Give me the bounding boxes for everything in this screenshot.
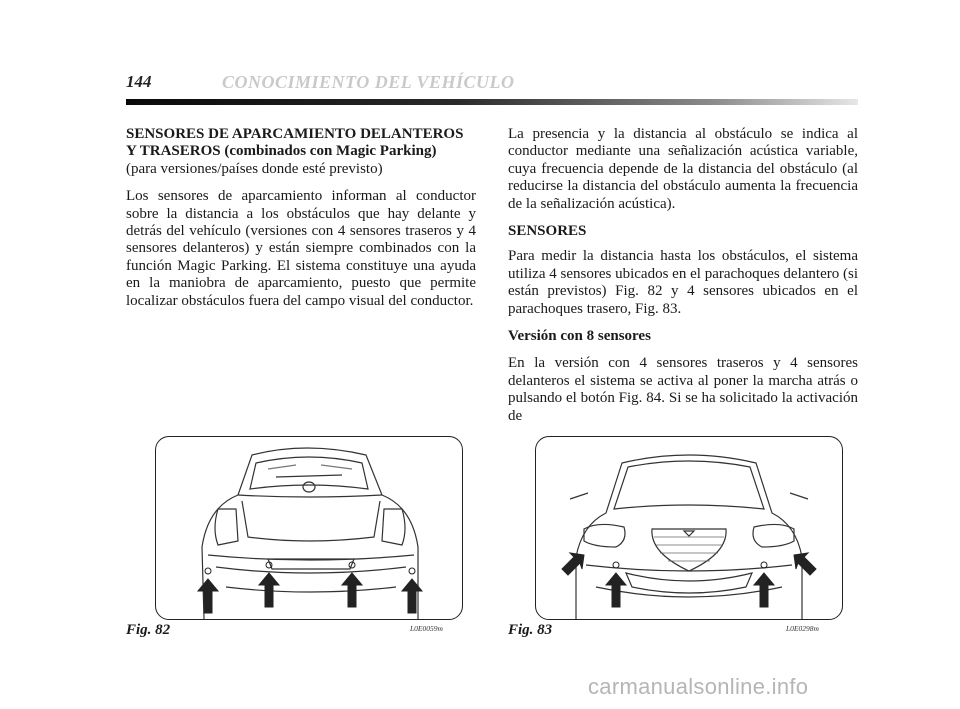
header-rule	[126, 99, 858, 105]
running-title: CONOCIMIENTO DEL VEHÍCULO	[222, 72, 515, 92]
figure-83-code: L0E0298m	[786, 624, 819, 633]
eight-sensor-paragraph: En la versión con 4 sensores traseros y 4 sensores delanteros el sistema se activa al poner la marcha atrás o pulsando el botón Fig. 84. Si se ha solicitado la activación de	[508, 355, 858, 424]
right-column	[508, 126, 858, 435]
figure-82-code: L0E0059m	[410, 624, 443, 633]
figure-82-caption: Fig. 82	[126, 622, 171, 638]
figure-83	[535, 436, 843, 620]
figure-83-caption: Fig. 83	[508, 622, 553, 638]
figure-82	[155, 436, 463, 620]
signal-paragraph: La presencia y la distancia al obstáculo se indica al conductor mediante una señalización acústica variable, cuya frecuencia depende de la distancia del obstáculo (al reducirse la distancia del obstáculo aumenta la frecuencia de la señalización acústica).	[508, 126, 858, 212]
section-heading-line1: SENSORES DE APARCAMIENTO DELANTEROS	[126, 126, 464, 142]
car-front-sensors-icon	[536, 437, 842, 619]
watermark: carmanualsonline.info	[588, 674, 809, 699]
section-heading-line2: Y TRASEROS (combinados con Magic Parking)	[126, 143, 437, 160]
sensors-heading: SENSORES	[508, 223, 587, 240]
availability-note: (para versiones/países donde esté previsto)	[126, 160, 383, 177]
page-number: 144	[126, 72, 152, 91]
left-column	[126, 126, 476, 320]
intro-paragraph: Los sensores de aparcamiento informan al conductor sobre la distancia a los obstáculos que hay delante y detrás del vehículo (versiones con 4 sensores traseros y 4 sensores delanteros) y están siempre combinados con la función Magic Parking. El sistema constituye una ayuda en la maniobra de aparcamiento, puesto que permite localizar obstáculos fuera del campo visual del conductor.	[126, 188, 476, 309]
sensors-paragraph: Para medir la distancia hasta los obstáculos, el sistema utiliza 4 sensores ubicados en el parachoques delantero (si están previstos) Fig. 82 y 4 sensores ubicados en el parachoques trasero, Fig. 83.	[508, 248, 858, 317]
car-rear-sensors-icon	[156, 437, 462, 619]
eight-sensor-heading: Versión con 8 sensores	[508, 328, 651, 345]
